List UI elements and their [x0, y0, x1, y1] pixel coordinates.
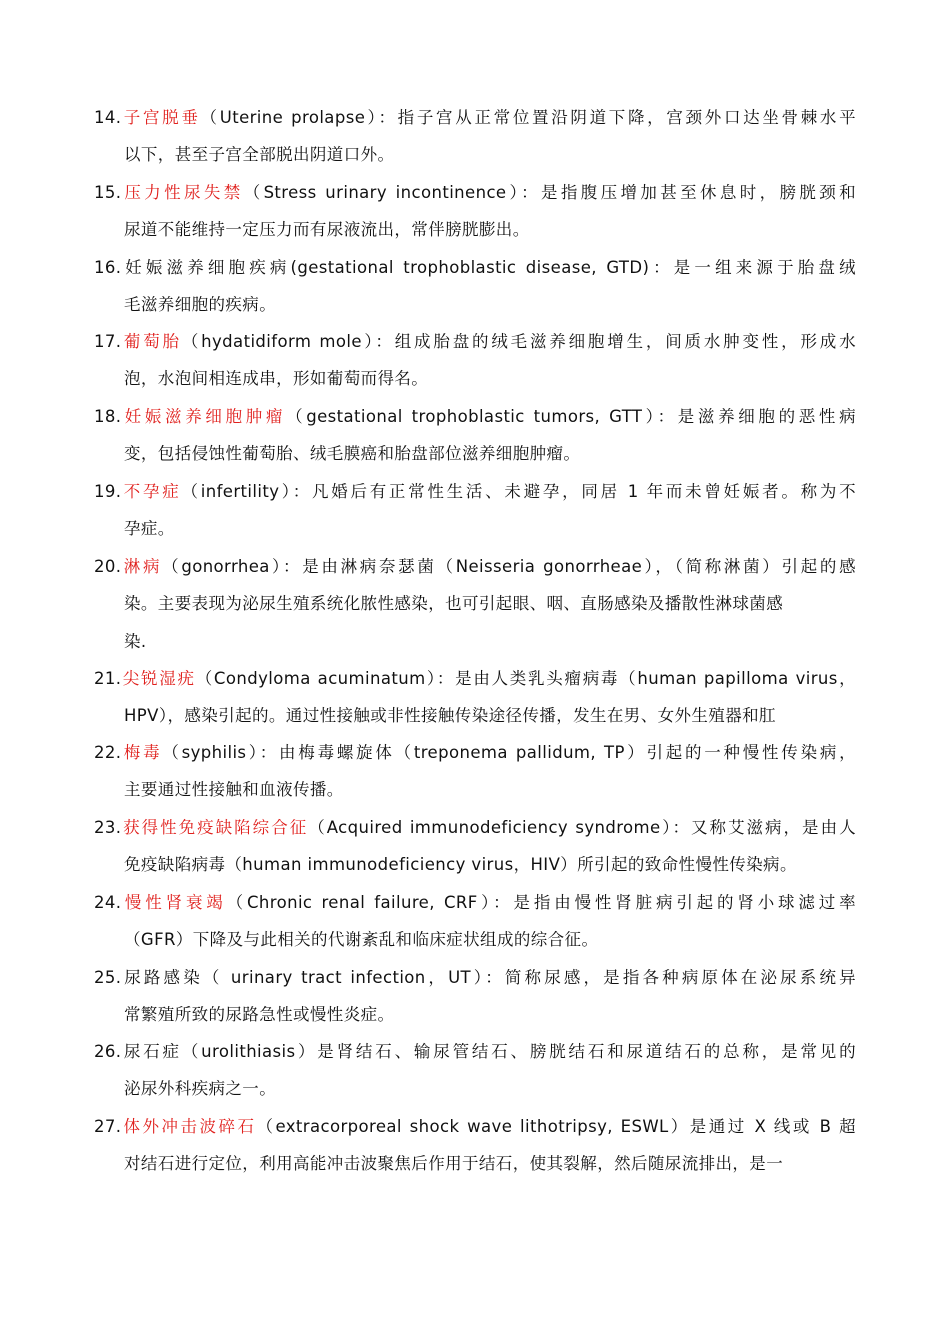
entry-22	[94, 734, 856, 809]
entry-term: 淋病	[121, 557, 163, 576]
entry-number: 27.	[94, 1117, 122, 1136]
entry-16	[94, 249, 856, 324]
entry-number: 26.	[94, 1042, 122, 1061]
entry-19	[94, 473, 856, 548]
entry-continuation: （GFR）下降及与此相关的代谢紊乱和临床症状组成的综合征。	[124, 930, 599, 950]
entry-continuation: 染。主要表现为泌尿生殖系统化脓性感染，也可引起眼、咽、直肠感染及播散性淋球菌感	[124, 594, 784, 614]
entry-first-line	[94, 99, 856, 136]
entry-number: 14.	[94, 108, 122, 127]
entry-number: 18.	[94, 407, 122, 426]
entry-14	[94, 99, 856, 174]
entry-first-line	[94, 473, 856, 510]
entry-number: 21.	[94, 669, 122, 688]
entry-first-line	[94, 398, 856, 435]
entry-text: （Condyloma acuminatum）：是由人类乳头瘤病毒（human papilloma virus，	[195, 669, 856, 688]
entry-number: 16.	[94, 258, 122, 277]
entry-26	[94, 1033, 856, 1108]
entry-number: 20.	[94, 557, 122, 576]
entry-first-line	[94, 884, 856, 921]
entry-number: 23.	[94, 818, 122, 837]
entry-first-line	[94, 1033, 856, 1070]
entry-23	[94, 809, 856, 884]
entry-number: 25.	[94, 968, 122, 987]
entry-17	[94, 323, 856, 398]
entry-continuation: 以下，甚至子宫全部脱出阴道口外。	[124, 145, 395, 165]
entry-number: 17.	[94, 332, 122, 351]
entry-text: （gestational trophoblastic tumors, GTT）：是滋养细胞的恶性病	[286, 407, 856, 426]
entry-number: 15.	[94, 183, 122, 202]
entry-text: （hydatidiform mole）：组成胎盘的绒毛滋养细胞增生，间质水肿变性，形成水	[181, 332, 856, 351]
entry-continuation: 免疫缺陷病毒（human immunodeficiency virus，HIV）所引起的致命性慢性传染病。	[124, 855, 797, 875]
entry-number: 22.	[94, 743, 122, 762]
entry-number: 24.	[94, 893, 122, 912]
entry-term: 不孕症	[121, 482, 182, 501]
entry-term: 获得性免疫缺陷综合征	[121, 818, 309, 837]
entry-continuation: 泡，水泡间相连成串，形如葡萄而得名。	[124, 369, 429, 389]
entry-first-line	[94, 734, 856, 771]
entry-term: 体外冲击波碎石	[121, 1117, 257, 1136]
entry-continuation: 对结石进行定位，利用高能冲击波聚焦后作用于结石，使其裂解，然后随尿流排出，是一	[124, 1154, 784, 1174]
entry-text: （gonorrhea）：是由淋病奈瑟菌（Neisseria gonorrheae），（简称淋菌）引起的感	[162, 557, 856, 576]
entry-15	[94, 174, 856, 249]
entry-24	[94, 884, 856, 959]
entry-term: 梅毒	[121, 743, 163, 762]
entry-term: 子宫脱垂	[121, 108, 201, 127]
entry-term: 葡萄胎	[121, 332, 182, 351]
entry-first-line	[94, 660, 856, 697]
entry-text: （Chronic renal failure, CRF）：是指由慢性肾脏病引起的肾小球滤过率	[226, 893, 856, 912]
entry-continuation: 常繁殖所致的尿路急性或慢性炎症。	[124, 1005, 395, 1025]
entry-text: （infertility）：凡婚后有正常性生活、未避孕，同居 1 年而未曾妊娠者。称为不	[181, 482, 856, 501]
entry-first-line	[94, 174, 856, 211]
entry-continuation: 孕症。	[124, 519, 175, 539]
entry-continuation: 毛滋养细胞的疾病。	[124, 295, 277, 315]
entry-text: （syphilis）：由梅毒螺旋体（treponema pallidum, TP）引起的一种慢性传染病，	[162, 743, 856, 762]
entry-term: 压力性尿失禁	[121, 183, 244, 202]
entry-continuation: 染.	[124, 631, 147, 651]
entry-18	[94, 398, 856, 473]
entry-term: 慢性肾衰竭	[121, 893, 227, 912]
entry-27	[94, 1108, 856, 1183]
entry-20	[94, 548, 856, 660]
entry-term: 妊娠滋养细胞肿瘤	[121, 407, 287, 426]
entry-continuation: 泌尿外科疾病之一。	[124, 1079, 277, 1099]
entry-term: 尖锐湿疣	[121, 669, 196, 688]
entry-number: 19.	[94, 482, 122, 501]
entry-first-line	[94, 323, 856, 360]
entry-continuation: HPV），感染引起的。通过性接触或非性接触传染途径传播，发生在男、女外生殖器和肛	[124, 706, 776, 726]
entry-text: 妊娠滋养细胞疾病(gestational trophoblastic disease, GTD)：是一组来源于胎盘绒	[121, 258, 856, 277]
entry-continuation: 尿道不能维持一定压力而有尿液流出，常伴膀胱膨出。	[124, 220, 530, 240]
entry-first-line	[94, 1108, 856, 1145]
entry-continuation: 主要通过性接触和血液传播。	[124, 780, 344, 800]
entry-continuation: 变，包括侵蚀性葡萄胎、绒毛膜癌和胎盘部位滋养细胞肿瘤。	[124, 444, 581, 464]
entry-first-line	[94, 809, 856, 846]
entry-text: 尿路感染（ urinary tract infection，UT）：简称尿感，是指各种病原体在泌尿系统异	[121, 968, 856, 987]
entry-25	[94, 959, 856, 1034]
entry-21	[94, 660, 856, 735]
entry-first-line	[94, 548, 856, 585]
entry-text: （Uterine prolapse）：指子宫从正常位置沿阴道下降，宫颈外口达坐骨棘水平	[200, 108, 856, 127]
entry-text: （Stress urinary incontinence）：是指腹压增加甚至休息时，膀胱颈和	[243, 183, 856, 202]
entry-text: 尿石症（urolithiasis）是肾结石、输尿管结石、膀胱结石和尿道结石的总称，是常见的	[121, 1042, 856, 1061]
entry-text: （extracorporeal shock wave lithotripsy, ESWL）是通过 X 线或 B 超	[256, 1117, 856, 1136]
entry-first-line	[94, 249, 856, 286]
entry-text: （Acquired immunodeficiency syndrome）：又称艾滋病，是由人	[308, 818, 856, 837]
entry-first-line	[94, 959, 856, 996]
